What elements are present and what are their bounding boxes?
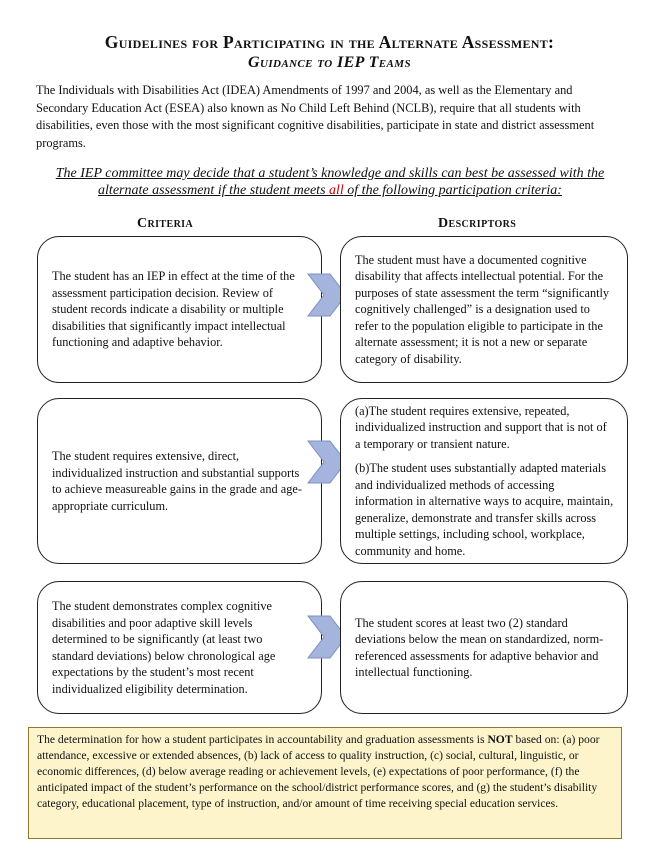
- descriptor-text-1: The student must have a documented cognitive disability that affects intellectual potential. For the purposes of state assessment the term “significantly cognitively challenged” is a designation used to refer to the population eligible to participate in the alternate assessment; it is not a new or separate category of disability.: [355, 252, 610, 366]
- note-lead: The determination for how a student participates in accountability and graduation assessments is: [37, 733, 488, 746]
- criteria-column-header: Criteria: [137, 216, 194, 231]
- statement-lead: The IEP committee may decide that a student’s knowledge and skills can best be assessed with the alternate assessment if the student meets: [55, 166, 605, 198]
- intro-paragraph: The Individuals with Disabilities Act (IDEA) Amendments of 1997 and 2004, as well as the Elementary and Secondary Education Act (ESEA) also known as No Child Left Behind (NCLB), require that all students with disabilities, even those with the most significant cognitive disabilities, participate in state and district assessment programs.: [36, 83, 595, 150]
- document-subtitle: Guidance to IEP Teams: [248, 54, 411, 71]
- criterion-text-2: The student requires extensive, direct, individualized instruction and substantial supports to achieve measureable gains in the grade and age-appropriate curriculum.: [52, 449, 302, 513]
- note-list: (a) poor attendance, excessive or extended absences, (b) lack of access to quality instruction, (c) social, cultural, linguistic, or economic differences, (d) below average reading or achievement levels, (e) expectations of poor performance, (f) the anticipated impact of the student’s performance on the school/district performance scores, and (g) the student’s disability category, educational placement, type of instruction, and/or amount of time receiving special education services.: [37, 733, 600, 810]
- descriptor-text-2b: (b)The student uses substantially adapted materials and individualized methods of accessing information in alternative ways to acquire, maintain, generalize, demonstrate and transfer skills across multiple settings, including school, workplace, community and home.: [355, 461, 614, 558]
- determination-note: [28, 727, 622, 839]
- criterion-box-2: [37, 398, 322, 564]
- statement-emphasis: all: [329, 183, 344, 198]
- criterion-text-3: The student demonstrates complex cognitive disabilities and poor adaptive skill levels determined to be significantly (at least two standard deviations) below chronological age expectations by the student’s most recent individualized eligibility determination.: [52, 599, 276, 696]
- criterion-box-1: [37, 236, 322, 383]
- note-based-on: based on:: [512, 733, 560, 746]
- descriptors-column-header: Descriptors: [438, 216, 517, 231]
- statement-tail: of the following participation criteria:: [343, 183, 562, 198]
- criterion-box-3: [37, 581, 322, 714]
- descriptor-box-2: [340, 398, 628, 564]
- criteria-statement: [40, 165, 620, 199]
- descriptor-text-2a: (a)The student requires extensive, repeated, individualized instruction and support that is not of a temporary or transient nature.: [355, 403, 607, 451]
- document-title: Guidelines for Participating in the Alternate Assessment:: [104, 32, 555, 52]
- descriptor-box-1: [340, 236, 628, 383]
- descriptor-box-3: [340, 581, 628, 714]
- note-not-emphasis: NOT: [487, 733, 513, 746]
- criterion-text-1: The student has an IEP in effect at the time of the assessment participation decision. Review of student records indicate a disability or multiple disabilities that significantly impact intellectual functioning and adaptive behavior.: [52, 269, 295, 350]
- descriptor-text-3: The student scores at least two (2) standard deviations below the mean on standardized, norm-referenced assessments for adaptive behavior and intellectual functioning.: [355, 615, 604, 679]
